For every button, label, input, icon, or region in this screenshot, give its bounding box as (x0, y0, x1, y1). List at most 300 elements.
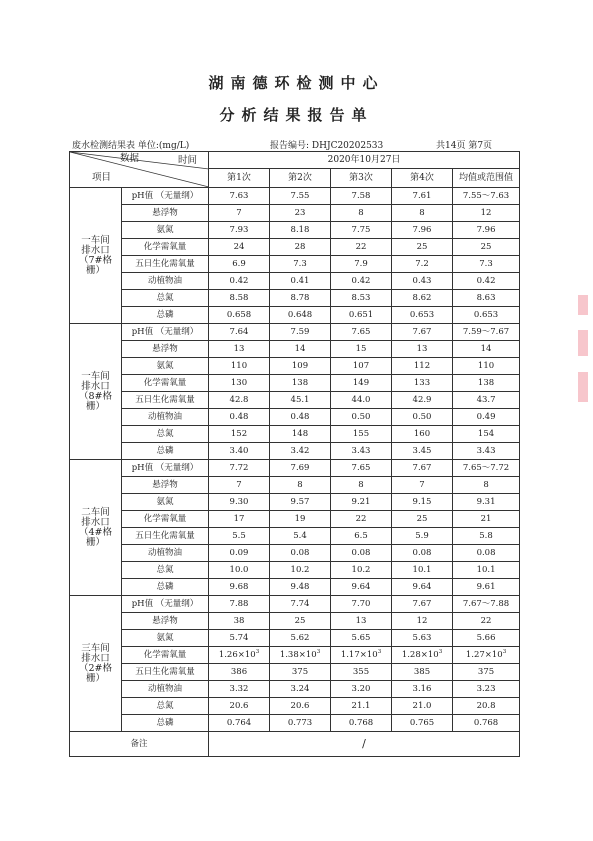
mean-value-cell (453, 256, 520, 273)
value-cell (392, 205, 453, 222)
value-text: 0.42 (229, 276, 249, 286)
value-cell (392, 630, 453, 647)
value-cell (209, 443, 270, 460)
col-header-4: 第4次 (392, 169, 453, 188)
value-text: 0.765 (409, 718, 435, 728)
value-text: 7.67 (412, 327, 432, 337)
value-text: 5.74 (229, 633, 249, 643)
item-name: 氨氮 (122, 358, 209, 375)
item-name: 总磷 (122, 443, 209, 460)
value-text: 3.45 (412, 446, 432, 456)
value-cell (270, 613, 331, 630)
value-text: 1.17×10 (340, 650, 378, 660)
table-row (70, 443, 520, 460)
value-cell (392, 613, 453, 630)
remark-row (70, 732, 520, 757)
mean-value-cell (453, 341, 520, 358)
value-text: 130 (230, 378, 248, 388)
value-text: 0.08 (290, 548, 310, 558)
value-cell (209, 647, 270, 664)
value-text: 8.62 (412, 293, 432, 303)
item-name: 氨氮 (122, 222, 209, 239)
sampling-location-line: 栅） (85, 264, 105, 276)
value-text: 14 (480, 344, 492, 354)
value-cell (392, 494, 453, 511)
value-text: 7 (419, 480, 425, 490)
value-cell (209, 324, 270, 341)
mean-value-cell (453, 477, 520, 494)
value-cell (209, 239, 270, 256)
value-text: 109 (291, 361, 309, 371)
value-text: 44.0 (351, 395, 371, 405)
item-name: 五日生化需氧量 (122, 664, 209, 681)
value-cell (392, 715, 453, 732)
sampling-location-line: 栅） (85, 536, 105, 548)
value-cell (331, 409, 392, 426)
mean-value-cell (453, 545, 520, 562)
page-number: 共14页 第7页 (436, 141, 493, 151)
value-text: 10.1 (476, 565, 496, 575)
value-text: 0.08 (351, 548, 371, 558)
mean-value-cell (453, 239, 520, 256)
table-row (70, 256, 520, 273)
value-text: 0.48 (229, 412, 249, 422)
mean-value-cell (453, 494, 520, 511)
value-cell (209, 290, 270, 307)
value-text: 3.42 (290, 446, 310, 456)
value-text: 7.64 (229, 327, 249, 337)
value-text: 7.65 (351, 463, 371, 473)
value-text: 375 (291, 667, 309, 677)
table-row (70, 630, 520, 647)
value-text: 385 (413, 667, 431, 677)
value-text: 23 (294, 208, 306, 218)
value-cell (331, 188, 392, 205)
value-cell (209, 392, 270, 409)
value-text: 12 (480, 208, 492, 218)
table-row (70, 715, 520, 732)
value-text: 22 (355, 514, 367, 524)
value-cell (209, 630, 270, 647)
value-text: 386 (230, 667, 248, 677)
value-text: 110 (477, 361, 495, 371)
remark-value: / (209, 732, 520, 757)
sampling-location-line: （2#格 (78, 662, 112, 674)
value-text: 1.26×10 (218, 650, 256, 660)
value-cell (209, 460, 270, 477)
value-text: 7 (236, 480, 242, 490)
value-text: 0.49 (476, 412, 496, 422)
table-row (70, 698, 520, 715)
value-text: 5.63 (412, 633, 432, 643)
exponent: 3 (255, 649, 260, 655)
value-cell (392, 290, 453, 307)
value-cell (270, 715, 331, 732)
value-cell (209, 511, 270, 528)
value-text: 14 (294, 344, 306, 354)
value-text: 5.66 (476, 633, 496, 643)
value-cell (209, 375, 270, 392)
table-row (70, 579, 520, 596)
value-text: 10.2 (290, 565, 310, 575)
value-cell (392, 664, 453, 681)
value-text: 7.55 (290, 191, 310, 201)
value-text: 24 (233, 242, 245, 252)
value-cell (392, 579, 453, 596)
date-header: 2020年10月27日 (209, 152, 520, 169)
item-name: 总氮 (122, 290, 209, 307)
value-cell (331, 290, 392, 307)
value-text: 9.68 (229, 582, 249, 592)
value-text: 7.88 (229, 599, 249, 609)
value-cell (331, 494, 392, 511)
value-text: 9.21 (351, 497, 371, 507)
value-cell (392, 596, 453, 613)
value-cell (209, 188, 270, 205)
value-text: 25 (416, 514, 428, 524)
value-text: 17 (233, 514, 245, 524)
mean-value-cell (453, 205, 520, 222)
value-cell (270, 528, 331, 545)
report-number: 报告编号: DHJC20202533 (270, 141, 384, 151)
value-cell (331, 511, 392, 528)
value-text: 7.65～7.72 (462, 463, 510, 473)
value-text: 155 (352, 429, 370, 439)
table-row (70, 307, 520, 324)
value-text: 152 (230, 429, 248, 439)
value-text: 0.42 (476, 276, 496, 286)
value-text: 0.648 (287, 310, 313, 320)
value-text: 0.658 (226, 310, 252, 320)
value-cell (270, 630, 331, 647)
table-name: 废水检测结果表 单位:(mg/L) (72, 141, 190, 151)
seal-edge-mark (578, 372, 588, 402)
corner-label-data: 数据 (120, 153, 140, 164)
table-row (70, 392, 520, 409)
value-text: 7.59 (290, 327, 310, 337)
value-cell (392, 239, 453, 256)
value-text: 3.43 (476, 446, 496, 456)
value-cell (209, 477, 270, 494)
value-text: 154 (477, 429, 495, 439)
value-cell (270, 392, 331, 409)
table-row (70, 545, 520, 562)
sampling-location-line: 排水口 (81, 244, 110, 256)
item-name: 总氮 (122, 426, 209, 443)
exponent: 3 (438, 649, 443, 655)
item-name: 五日生化需氧量 (122, 392, 209, 409)
corner-label-time: 时间 (178, 155, 198, 166)
value-cell (209, 358, 270, 375)
value-text: 20.6 (290, 701, 310, 711)
remark-label: 备注 (70, 732, 209, 757)
value-cell (331, 239, 392, 256)
item-name: 总磷 (122, 715, 209, 732)
value-text: 5.9 (415, 531, 429, 541)
mean-value-cell (453, 528, 520, 545)
value-cell (331, 579, 392, 596)
value-cell (270, 341, 331, 358)
mean-value-cell (453, 613, 520, 630)
report-meta (72, 138, 518, 152)
value-text: 7.61 (412, 191, 432, 201)
value-text: 160 (413, 429, 431, 439)
mean-value-cell (453, 222, 520, 239)
value-cell (392, 358, 453, 375)
value-text: 9.64 (412, 582, 432, 592)
value-text: 0.48 (290, 412, 310, 422)
value-cell (331, 596, 392, 613)
value-cell (392, 426, 453, 443)
value-text: 22 (355, 242, 367, 252)
value-cell (392, 562, 453, 579)
item-name: 化学需氧量 (122, 375, 209, 392)
value-cell (331, 256, 392, 273)
value-text: 25 (294, 616, 306, 626)
value-text: 22 (480, 616, 492, 626)
value-cell (209, 528, 270, 545)
value-text: 0.08 (476, 548, 496, 558)
value-text: 0.42 (351, 276, 371, 286)
value-cell (270, 579, 331, 596)
value-text: 0.653 (409, 310, 435, 320)
value-text: 9.57 (290, 497, 310, 507)
sampling-location-line: 三车间 (81, 642, 110, 654)
value-text: 3.32 (229, 684, 249, 694)
value-text: 375 (477, 667, 495, 677)
value-text: 19 (294, 514, 306, 524)
corner-label-item: 项目 (92, 172, 112, 183)
value-text: 10.1 (412, 565, 432, 575)
sampling-location-line: 二车间 (81, 506, 110, 518)
value-cell (331, 562, 392, 579)
value-cell (270, 256, 331, 273)
item-name: 五日生化需氧量 (122, 528, 209, 545)
value-text: 9.48 (290, 582, 310, 592)
table-row (70, 494, 520, 511)
value-text: 7.96 (412, 225, 432, 235)
value-cell (209, 562, 270, 579)
value-cell (331, 392, 392, 409)
value-text: 6.9 (232, 259, 246, 269)
mean-value-cell (453, 358, 520, 375)
value-text: 138 (291, 378, 309, 388)
value-cell (331, 715, 392, 732)
results-table (69, 151, 520, 757)
value-text: 9.31 (476, 497, 496, 507)
value-text: 21.0 (412, 701, 432, 711)
value-text: 7.2 (415, 259, 429, 269)
value-cell (270, 273, 331, 290)
value-cell (209, 681, 270, 698)
item-name: pH值 （无量纲） (122, 324, 209, 341)
value-text: 7.67 (412, 599, 432, 609)
value-cell (270, 698, 331, 715)
seal-edge-mark (578, 330, 588, 356)
value-text: 0.50 (351, 412, 371, 422)
value-cell (331, 477, 392, 494)
value-cell (270, 290, 331, 307)
item-name: 总磷 (122, 579, 209, 596)
value-cell (209, 256, 270, 273)
value-cell (209, 426, 270, 443)
value-cell (270, 596, 331, 613)
mean-value-cell (453, 290, 520, 307)
value-cell (392, 341, 453, 358)
mean-value-cell (453, 715, 520, 732)
value-text: 7.96 (476, 225, 496, 235)
item-name: 氨氮 (122, 630, 209, 647)
value-text: 133 (413, 378, 431, 388)
mean-value-cell (453, 443, 520, 460)
mean-value-cell (453, 375, 520, 392)
value-cell (270, 460, 331, 477)
value-cell (270, 681, 331, 698)
value-cell (331, 613, 392, 630)
value-text: 1.27×10 (465, 650, 503, 660)
value-cell (270, 511, 331, 528)
mean-value-cell (453, 409, 520, 426)
value-cell (392, 545, 453, 562)
value-text: 3.16 (412, 684, 432, 694)
value-cell (392, 307, 453, 324)
table-row (70, 647, 520, 664)
value-text: 12 (416, 616, 428, 626)
value-cell (392, 443, 453, 460)
value-cell (209, 698, 270, 715)
exponent: 3 (316, 649, 321, 655)
mean-value-cell (453, 698, 520, 715)
value-cell (270, 443, 331, 460)
mean-value-cell (453, 562, 520, 579)
value-text: 8 (419, 208, 425, 218)
value-cell (270, 188, 331, 205)
value-cell (331, 545, 392, 562)
value-cell (331, 205, 392, 222)
value-text: 112 (413, 361, 431, 371)
value-cell (392, 681, 453, 698)
value-cell (331, 681, 392, 698)
value-cell (331, 460, 392, 477)
value-cell (270, 324, 331, 341)
value-text: 7.3 (479, 259, 493, 269)
value-text: 9.64 (351, 582, 371, 592)
value-text: 8.58 (229, 293, 249, 303)
value-cell (209, 205, 270, 222)
value-cell (209, 613, 270, 630)
value-cell (209, 579, 270, 596)
item-name: 总磷 (122, 307, 209, 324)
item-name: 动植物油 (122, 409, 209, 426)
value-text: 43.7 (476, 395, 496, 405)
value-text: 8 (297, 480, 303, 490)
table-row (70, 239, 520, 256)
sampling-location-line: （7#格 (78, 254, 112, 266)
item-name: 化学需氧量 (122, 511, 209, 528)
value-text: 3.20 (351, 684, 371, 694)
value-text: 21.1 (351, 701, 371, 711)
item-name: pH值 （无量纲） (122, 188, 209, 205)
value-text: 13 (355, 616, 367, 626)
value-text: 7.55～7.63 (462, 191, 510, 201)
value-cell (331, 222, 392, 239)
value-text: 42.9 (412, 395, 432, 405)
sampling-location-line: （4#格 (78, 526, 112, 538)
item-name: pH值 （无量纲） (122, 596, 209, 613)
item-name: 悬浮物 (122, 613, 209, 630)
value-cell (270, 409, 331, 426)
value-cell (209, 341, 270, 358)
value-text: 38 (233, 616, 245, 626)
value-text: 7.65 (351, 327, 371, 337)
value-text: 0.653 (473, 310, 499, 320)
document-title: 湖南德环检测中心 (208, 74, 385, 92)
value-text: 138 (477, 378, 495, 388)
col-header-2: 第2次 (270, 169, 331, 188)
value-text: 13 (416, 344, 428, 354)
value-cell (331, 664, 392, 681)
value-text: 10.2 (351, 565, 371, 575)
value-cell (392, 188, 453, 205)
value-cell (270, 664, 331, 681)
value-text: 5.8 (479, 531, 493, 541)
value-text: 0.50 (412, 412, 432, 422)
value-cell (331, 647, 392, 664)
item-name: 动植物油 (122, 273, 209, 290)
value-cell (270, 222, 331, 239)
value-cell (209, 494, 270, 511)
sampling-location-line: 排水口 (81, 380, 110, 392)
value-text: 7.93 (229, 225, 249, 235)
table-row (70, 477, 520, 494)
value-text: 1.38×10 (279, 650, 317, 660)
value-text: 25 (416, 242, 428, 252)
value-text: 355 (352, 667, 370, 677)
value-text: 5.65 (351, 633, 371, 643)
table-row (70, 290, 520, 307)
value-text: 7.74 (290, 599, 310, 609)
table-row (70, 511, 520, 528)
value-cell (331, 341, 392, 358)
table-row (70, 324, 520, 341)
value-text: 148 (291, 429, 309, 439)
table-row (70, 409, 520, 426)
value-text: 7.69 (290, 463, 310, 473)
value-cell (331, 698, 392, 715)
document-subtitle: 分析结果报告单 (219, 106, 374, 124)
mean-value-cell (453, 579, 520, 596)
value-text: 9.15 (412, 497, 432, 507)
exponent: 3 (502, 649, 507, 655)
value-text: 13 (233, 344, 245, 354)
value-text: 7.59～7.67 (462, 327, 510, 337)
value-text: 9.30 (229, 497, 249, 507)
value-text: 0.768 (348, 718, 374, 728)
value-cell (209, 545, 270, 562)
value-text: 8.53 (351, 293, 371, 303)
value-text: 3.24 (290, 684, 310, 694)
sampling-location (70, 188, 122, 324)
table-row (70, 664, 520, 681)
value-text: 7.70 (351, 599, 371, 609)
value-cell (209, 409, 270, 426)
value-text: 8.18 (290, 225, 310, 235)
value-text: 8 (483, 480, 489, 490)
exponent: 3 (377, 649, 382, 655)
value-text: 0.764 (226, 718, 252, 728)
value-text: 6.5 (354, 531, 368, 541)
mean-value-cell (453, 681, 520, 698)
